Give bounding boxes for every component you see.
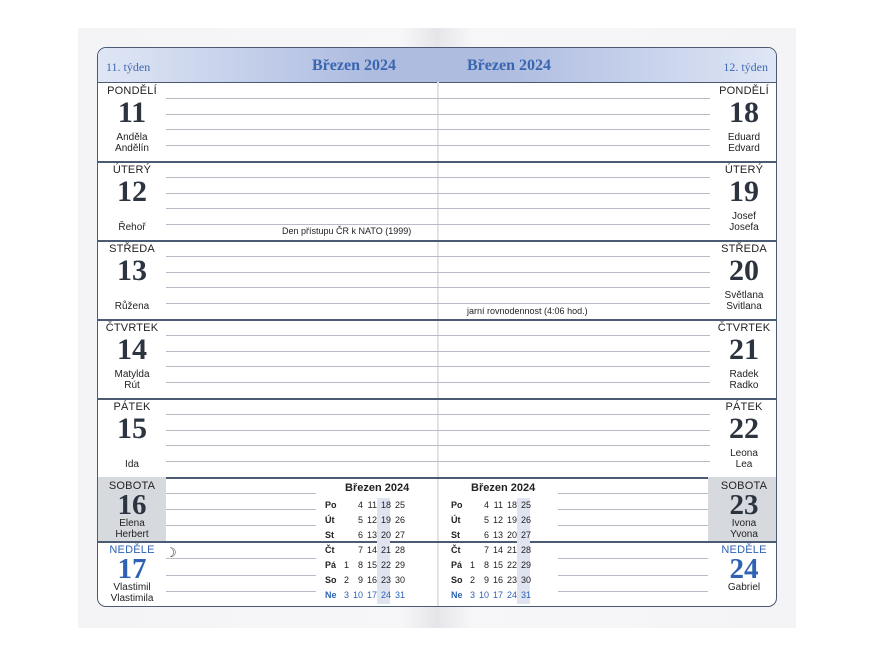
right-week-number: 12. týden [723, 60, 768, 74]
writing-line[interactable] [166, 145, 710, 146]
calendar-date[interactable]: 26 [394, 515, 405, 525]
calendar-date[interactable]: 22 [380, 560, 391, 570]
calendar-date[interactable]: 29 [520, 560, 531, 570]
calendar-date[interactable]: 11 [493, 500, 503, 510]
writing-line[interactable] [558, 509, 708, 510]
day-right-18 [710, 85, 777, 154]
calendar-date[interactable]: 8 [483, 560, 489, 570]
calendar-date[interactable]: 25 [394, 500, 405, 510]
writing-line[interactable] [166, 461, 710, 462]
name-day: Ida [125, 459, 139, 470]
day-name: PONDĚLÍ [719, 85, 769, 97]
writing-line[interactable] [166, 591, 316, 592]
calendar-date[interactable]: 13 [492, 530, 503, 540]
day-number: 22 [729, 412, 759, 445]
day-number: 14 [117, 333, 147, 366]
calendar-date[interactable]: 21 [380, 545, 391, 555]
weekday-label: So [325, 575, 337, 585]
day-number: 13 [117, 254, 147, 287]
day-left-13 [98, 243, 166, 312]
day-right-22 [710, 401, 777, 470]
day-right-23 [710, 480, 777, 540]
moon-phase-icon: ☽ [165, 545, 177, 560]
calendar-date[interactable]: 2 [343, 575, 349, 585]
day-name: PONDĚLÍ [107, 85, 157, 97]
weekday-label: Po [451, 500, 463, 510]
calendar-date[interactable]: 14 [366, 545, 377, 555]
name-day: Josefa [729, 222, 759, 233]
day-row [98, 161, 776, 240]
note-nato-anniversary: Den přístupu ČR k NATO (1999) [282, 226, 412, 236]
writing-line[interactable] [166, 445, 710, 446]
calendar-date[interactable]: 4 [483, 500, 489, 510]
writing-line[interactable] [166, 335, 710, 336]
name-day: Růžena [114, 301, 150, 312]
name-day: Lea [735, 459, 753, 470]
name-day: Yvona [730, 529, 758, 540]
calendar-date[interactable]: 11 [367, 500, 377, 510]
left-month-title: Březen 2024 [312, 57, 396, 74]
calendar-date[interactable]: 17 [492, 590, 503, 600]
writing-line[interactable] [166, 575, 316, 576]
name-day: Gabriel [727, 582, 761, 593]
weekday-label: St [451, 530, 460, 540]
calendar-date[interactable]: 17 [366, 590, 377, 600]
day-name: ČTVRTEK [105, 322, 159, 334]
calendar-date[interactable]: 29 [394, 560, 405, 570]
day-number: 21 [729, 333, 759, 366]
weekday-label: Út [451, 515, 461, 525]
name-day: Andělín [115, 143, 149, 154]
writing-line[interactable] [166, 303, 710, 304]
day-right-19 [710, 164, 777, 233]
day-number: 11 [117, 96, 147, 129]
name-day: Vlastimila [110, 593, 154, 604]
mini-calendar-right [447, 480, 555, 606]
calendar-date[interactable]: 5 [483, 515, 489, 525]
day-name: NEDĚLE [721, 544, 767, 556]
calendar-date[interactable]: 6 [357, 530, 363, 540]
day-row [98, 319, 776, 398]
calendar-date[interactable]: 24 [506, 590, 517, 600]
writing-line[interactable] [166, 366, 710, 367]
writing-line[interactable] [558, 525, 708, 526]
day-number: 24 [729, 553, 759, 585]
writing-line[interactable] [166, 414, 710, 415]
calendar-date[interactable]: 9 [483, 575, 489, 585]
calendar-date[interactable]: 18 [506, 500, 517, 510]
calendar-date[interactable]: 12 [366, 515, 377, 525]
writing-line[interactable] [558, 493, 708, 494]
calendar-date[interactable]: 4 [357, 500, 363, 510]
name-day: Vlastimil [113, 582, 151, 593]
day-name: STŘEDA [721, 243, 767, 255]
calendar-date[interactable]: 31 [394, 590, 405, 600]
writing-line[interactable] [166, 272, 710, 273]
name-day: Radko [729, 380, 759, 391]
name-day: Matylda [114, 369, 150, 380]
writing-line[interactable] [166, 509, 316, 510]
day-number: 18 [729, 96, 759, 129]
name-day: Edvard [728, 143, 760, 154]
name-day: Anděla [116, 132, 148, 143]
weekday-label: Ne [451, 590, 463, 600]
calendar-date[interactable]: 30 [394, 575, 405, 585]
day-row [98, 541, 776, 607]
day-number: 15 [117, 412, 147, 445]
calendar-date[interactable]: 19 [506, 515, 517, 525]
writing-line[interactable] [166, 193, 710, 194]
calendar-date[interactable]: 26 [520, 515, 531, 525]
day-number: 23 [729, 489, 759, 521]
day-right-20 [710, 243, 777, 312]
day-name: STŘEDA [109, 243, 155, 255]
calendar-date[interactable]: 10 [478, 590, 489, 600]
planner-header [98, 48, 776, 83]
calendar-date[interactable]: 21 [506, 545, 517, 555]
calendar-date[interactable]: 16 [492, 575, 503, 585]
calendar-date[interactable]: 15 [366, 560, 377, 570]
day-number: 12 [117, 175, 147, 208]
calendar-date[interactable]: 5 [357, 515, 363, 525]
left-week-number: 11. týden [106, 60, 151, 74]
weekday-label: Pá [325, 560, 337, 570]
name-day: Světlana [724, 290, 764, 301]
calendar-date[interactable]: 20 [506, 530, 517, 540]
calendar-date[interactable]: 15 [492, 560, 503, 570]
writing-line[interactable] [166, 208, 710, 209]
day-right-24 [710, 544, 777, 593]
calendar-date[interactable]: 14 [492, 545, 503, 555]
calendar-date[interactable]: 8 [357, 560, 363, 570]
mini-calendar-title: Březen 2024 [471, 482, 536, 494]
day-row [98, 398, 776, 477]
name-day: Radek [729, 369, 759, 380]
calendar-date[interactable]: 16 [366, 575, 377, 585]
weekday-label: Út [325, 515, 335, 525]
calendar-date[interactable]: 31 [520, 590, 531, 600]
day-row [98, 82, 776, 161]
calendar-date[interactable]: 28 [394, 545, 405, 555]
calendar-date[interactable]: 27 [394, 530, 405, 540]
day-left-12 [98, 164, 166, 233]
mini-calendar-title: Březen 2024 [345, 482, 410, 494]
name-day: Svitlana [726, 301, 762, 312]
day-row [98, 477, 776, 541]
day-left-17 [98, 544, 166, 604]
right-month-title: Březen 2024 [467, 57, 551, 74]
day-number: 16 [117, 489, 147, 521]
day-left-16 [98, 480, 166, 540]
day-name: ÚTERÝ [112, 164, 152, 176]
weekday-label: St [325, 530, 334, 540]
writing-line[interactable] [166, 525, 316, 526]
day-name: NEDĚLE [109, 544, 155, 556]
writing-line[interactable] [166, 256, 710, 257]
calendar-date[interactable]: 7 [357, 545, 363, 555]
name-day: Rút [124, 380, 140, 391]
writing-line[interactable] [166, 98, 710, 99]
name-day: Řehoř [118, 222, 146, 233]
mini-calendar-left [321, 480, 429, 606]
weekday-label: Ne [325, 590, 337, 600]
calendar-date[interactable]: 13 [366, 530, 377, 540]
weekly-planner [97, 47, 777, 607]
weekday-label: Čt [451, 545, 461, 555]
calendar-date[interactable]: 28 [520, 545, 531, 555]
writing-line[interactable] [558, 558, 708, 559]
calendar-date[interactable]: 12 [492, 515, 503, 525]
writing-line[interactable] [166, 224, 710, 225]
day-left-14 [98, 322, 166, 391]
weekday-label: Po [325, 500, 337, 510]
calendar-date[interactable]: 30 [520, 575, 531, 585]
name-day: Josef [732, 211, 756, 222]
calendar-date[interactable]: 18 [380, 500, 391, 510]
calendar-date[interactable]: 1 [469, 560, 475, 570]
calendar-date[interactable]: 9 [357, 575, 363, 585]
writing-line[interactable] [558, 591, 708, 592]
calendar-date[interactable]: 7 [483, 545, 489, 555]
writing-line[interactable] [166, 287, 710, 288]
day-name: SOBOTA [720, 480, 768, 492]
day-row [98, 240, 776, 319]
day-name: ÚTERÝ [724, 164, 764, 176]
day-left-15 [98, 401, 166, 470]
writing-line[interactable] [166, 430, 710, 431]
calendar-date[interactable]: 22 [506, 560, 517, 570]
writing-line[interactable] [166, 177, 710, 178]
day-name: ČTVRTEK [717, 322, 771, 334]
calendar-date[interactable]: 19 [380, 515, 391, 525]
writing-line[interactable] [166, 114, 710, 115]
writing-line[interactable] [166, 382, 710, 383]
weekday-label: Čt [325, 545, 335, 555]
day-number: 19 [729, 175, 759, 208]
writing-line[interactable] [166, 129, 710, 130]
name-day: Leona [730, 448, 758, 459]
name-day: Ivona [731, 518, 757, 529]
writing-line[interactable] [166, 558, 316, 559]
day-name: PÁTEK [725, 401, 763, 413]
day-name: SOBOTA [108, 480, 156, 492]
day-number: 20 [729, 254, 759, 287]
writing-line[interactable] [166, 493, 316, 494]
day-right-21 [710, 322, 777, 391]
name-day: Elena [119, 518, 145, 529]
day-left-11 [98, 85, 166, 154]
name-day: Herbert [115, 529, 149, 540]
calendar-date[interactable]: 27 [520, 530, 531, 540]
writing-line[interactable] [558, 575, 708, 576]
calendar-date[interactable]: 25 [520, 500, 531, 510]
calendar-date[interactable]: 3 [469, 590, 475, 600]
weekday-label: So [451, 575, 463, 585]
writing-line[interactable] [166, 351, 710, 352]
day-name: PÁTEK [113, 401, 151, 413]
calendar-date[interactable]: 1 [343, 560, 349, 570]
day-number: 17 [117, 553, 147, 585]
name-day: Eduard [727, 132, 761, 143]
calendar-date[interactable]: 24 [380, 590, 391, 600]
note-spring-equinox: jarní rovnodennost (4:06 hod.) [467, 306, 588, 316]
calendar-date[interactable]: 3 [343, 590, 349, 600]
calendar-date[interactable]: 10 [352, 590, 363, 600]
calendar-date[interactable]: 20 [380, 530, 391, 540]
calendar-date[interactable]: 23 [506, 575, 517, 585]
calendar-date[interactable]: 6 [483, 530, 489, 540]
calendar-date[interactable]: 23 [380, 575, 391, 585]
weekday-label: Pá [451, 560, 463, 570]
calendar-date[interactable]: 2 [469, 575, 475, 585]
